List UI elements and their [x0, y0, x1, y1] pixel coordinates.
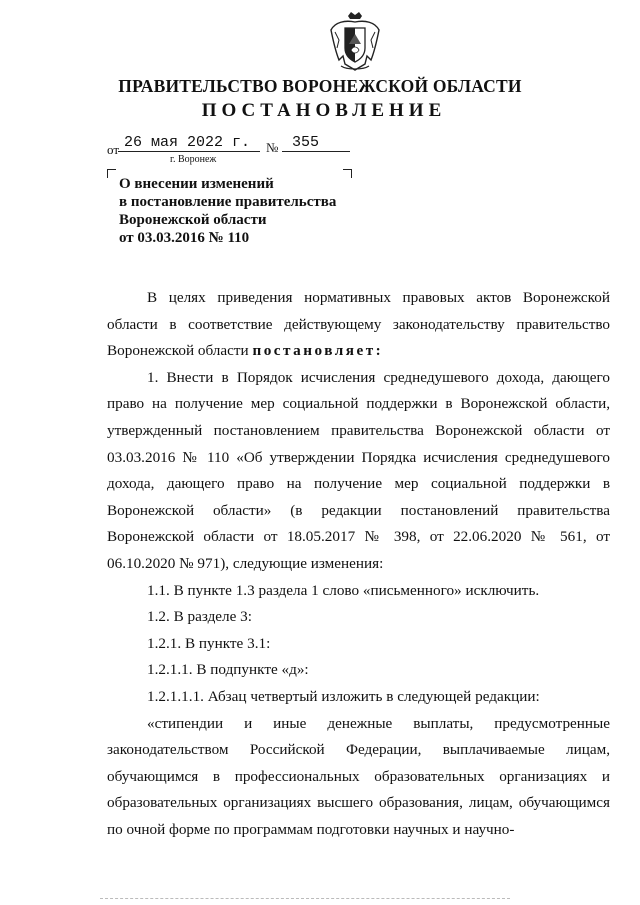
- body-paragraph: «стипендии и иные денежные выплаты, предусмотренные законодательством Российской Федерации, выплачиваемые лицам, обучающимся в профессиональных образовательных организациях и образовательных организациях высшего образования, лицам, обучающимся по очной форме по программам подготовки научных и научно-: [107, 714, 610, 838]
- subject-line: в постановление правительства: [119, 194, 337, 210]
- number-label: №: [266, 140, 279, 155]
- page-bottom-line: [100, 898, 510, 899]
- coat-of-arms-emblem: [327, 10, 383, 74]
- city-label: г. Воронеж: [170, 154, 217, 165]
- document-number: 355: [282, 134, 350, 152]
- intro-emphasis: постановляет: [252, 342, 376, 360]
- body-paragraph: 1.2. В разделе 3:: [147, 608, 252, 626]
- body-paragraph: 1.2.1.1. В подпункте «д»:: [147, 661, 309, 679]
- intro-paragraph: [107, 285, 610, 365]
- intro-text: В целях приведения нормативных правовых актов Воронежской области в соответствие действующему законодательству правительство Воронежской области: [107, 289, 610, 360]
- organization-title: ПРАВИТЕЛЬСТВО ВОРОНЕЖСКОЙ ОБЛАСТИ: [118, 76, 522, 96]
- subject-corner-right: [343, 169, 352, 178]
- body-paragraph: 1. Внести в Порядок исчисления среднедушевого дохода, дающего право на получение мер социальной поддержки в Воронежской области, утвержденный постановлением правительства Воронежской области от 03.03.2016 № 110 «Об утверждении Порядка исчисления среднедушевого дохода, дающего право на получение мер социальной поддержки в Воронежской области» (в редакции постановлений правительства Воронежской области от 18.05.2017 № 398, от 22.06.2020 № 561, от 06.10.2020 № 971), следующие изменения:: [107, 368, 610, 572]
- document-date: 26 мая 2022 г.: [118, 134, 260, 152]
- body-paragraph: 1.2.1.1.1. Абзац четвертый изложить в следующей редакции:: [147, 687, 540, 705]
- document-body: [107, 285, 610, 843]
- subject-line: Воронежской области: [119, 212, 267, 228]
- body-paragraph: 1.1. В пункте 1.3 раздела 1 слово «письменного» исключить.: [147, 581, 540, 599]
- subject-corner-left: [107, 169, 116, 178]
- document-type-title: ПОСТАНОВЛЕНИЕ: [201, 100, 447, 121]
- body-paragraph: 1.2.1. В пункте 3.1:: [147, 634, 271, 652]
- intro-colon: :: [375, 342, 384, 360]
- subject-line: О внесении изменений: [119, 176, 274, 192]
- subject-line: от 03.03.2016 № 110: [119, 230, 250, 246]
- document-subject: [119, 175, 336, 247]
- date-prefix-label: от: [107, 142, 120, 157]
